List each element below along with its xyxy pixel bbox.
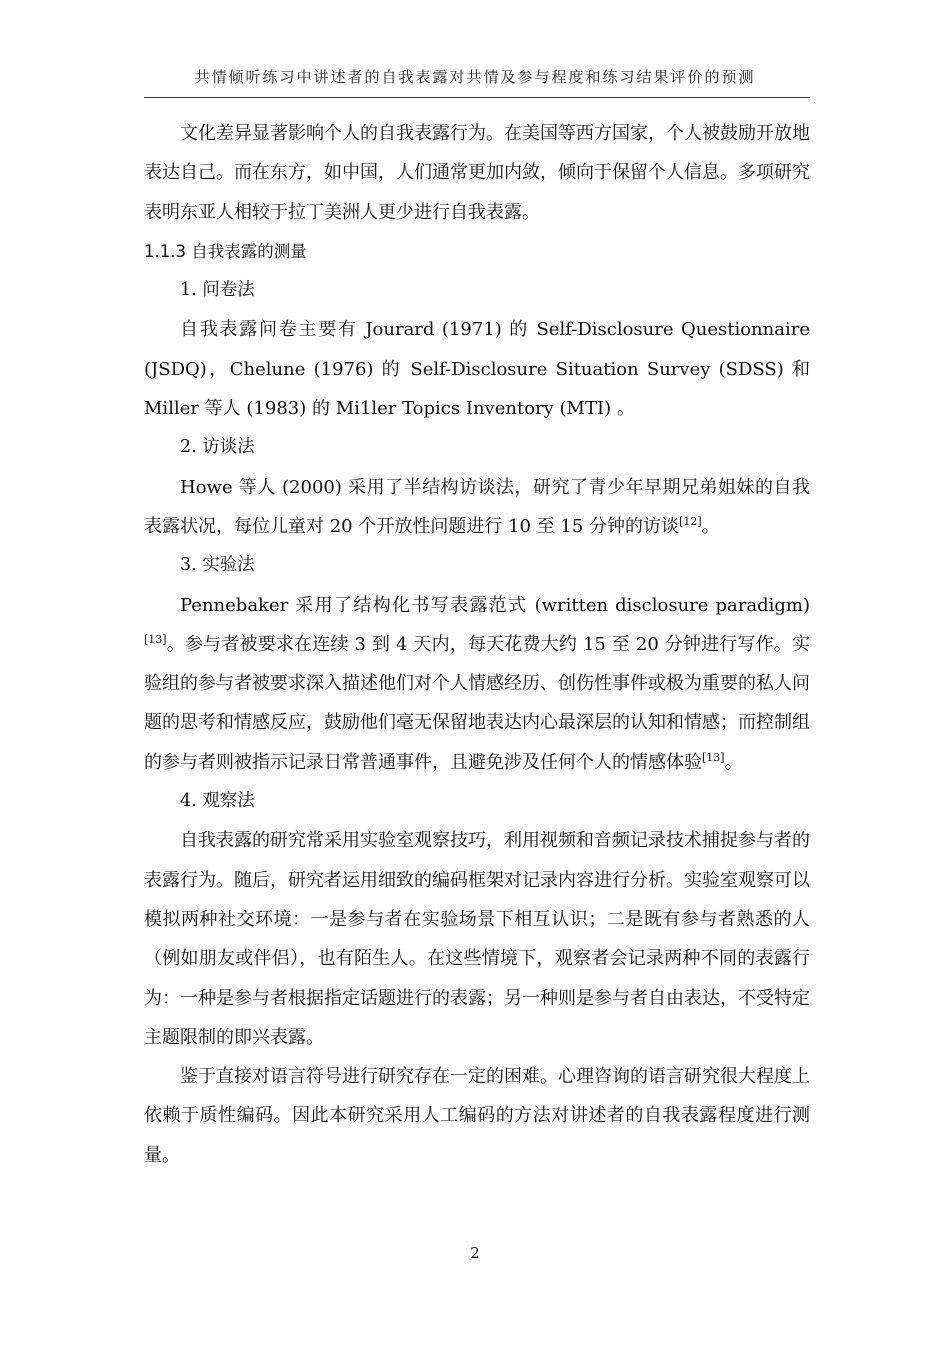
method-paragraph-experiment [144, 586, 810, 782]
method-label-questionnaire: 1. 问卷法 [180, 280, 255, 301]
running-header: 共情倾听练习中讲述者的自我表露对共情及参与程度和练习结果评价的预测 [194, 68, 756, 86]
method-paragraph-interview [144, 468, 810, 547]
body-text [144, 114, 810, 1175]
method-text: Howe 等人 (2000) 采用了半结构访谈法，研究了青少年早期兄弟姐妹的自我表露状况，每位儿童对 20 个开放性问题进行 10 至 15 分钟的访谈 [144, 476, 810, 537]
method-label-interview: 2. 访谈法 [180, 437, 255, 458]
method-text-tail: 。参与者被要求在连续 3 到 4 天内，每天花费大约 15 至 20 分钟进行写作。实验组的参与者被要求深入描述他们对个人情感经历、创伤性事件或极为重要的私人问题的思考和情感反应，鼓励他们毫无保留地表达内心最深层的认知和情感；而控制组的参与者则被指示记录日常普通事件，且避免涉及任何个人的情感体验 [144, 633, 810, 773]
method-text: 自我表露的研究常采用实验室观察技巧，利用视频和音频记录技术捕捉参与者的表露行为。随后，研究者运用细致的编码框架对记录内容进行分析。实验室观察可以模拟两种社交环境：一是参与者在实验场景下相互认识；二是既有参与者熟悉的人（例如朋友或伴侣），也有陌生人。在这些情境下，观察者会记录两种不同的表露行为：一种是参与者根据指定话题进行的表露；另一种则是参与者自由表达，不受特定主题限制的即兴表露。 [144, 830, 810, 1048]
method-text-tail: 。 [701, 515, 720, 537]
citation-ref: [12] [679, 514, 702, 528]
method-paragraph-questionnaire [144, 310, 810, 428]
intro-paragraph: 文化差异显著影响个人的自我表露行为。在美国等西方国家，个人被鼓励开放地表达自己。而在东方，如中国，人们通常更加内敛，倾向于保留个人信息。多项研究表明东亚人相较于拉丁美洲人更少进行自我表露。 [144, 123, 810, 223]
method-label-experiment: 3. 实验法 [180, 555, 255, 576]
method-text: 自我表露问卷主要有 Jourard (1971) 的 Self-Disclosure Questionnaire (JSDQ)，Chelune (1976) 的 Self-Disclosure Situation Survey (SDSS) 和 Miller 等人 (1983) 的 Mi1ler Topics Inventory (MTI) 。 [144, 319, 810, 420]
citation-ref: [13] [702, 750, 725, 764]
header-rule [144, 97, 810, 98]
page-number: 2 [470, 1244, 480, 1262]
method-label-observation: 4. 观察法 [180, 791, 255, 812]
conclusion-paragraph: 鉴于直接对语言符号进行研究存在一定的困难。心理咨询的语言研究很大程度上依赖于质性编码。因此本研究采用人工编码的方法对讲述者的自我表露程度进行测量。 [144, 1066, 810, 1166]
section-heading: 1.1.3 自我表露的测量 [144, 241, 307, 261]
method-paragraph-observation [144, 821, 810, 1057]
method-text-end: 。 [724, 751, 743, 773]
citation-ref: [13] [144, 632, 167, 646]
method-text: Pennebaker 采用了结构化书写表露范式 (written disclosure paradigm) [180, 594, 810, 616]
